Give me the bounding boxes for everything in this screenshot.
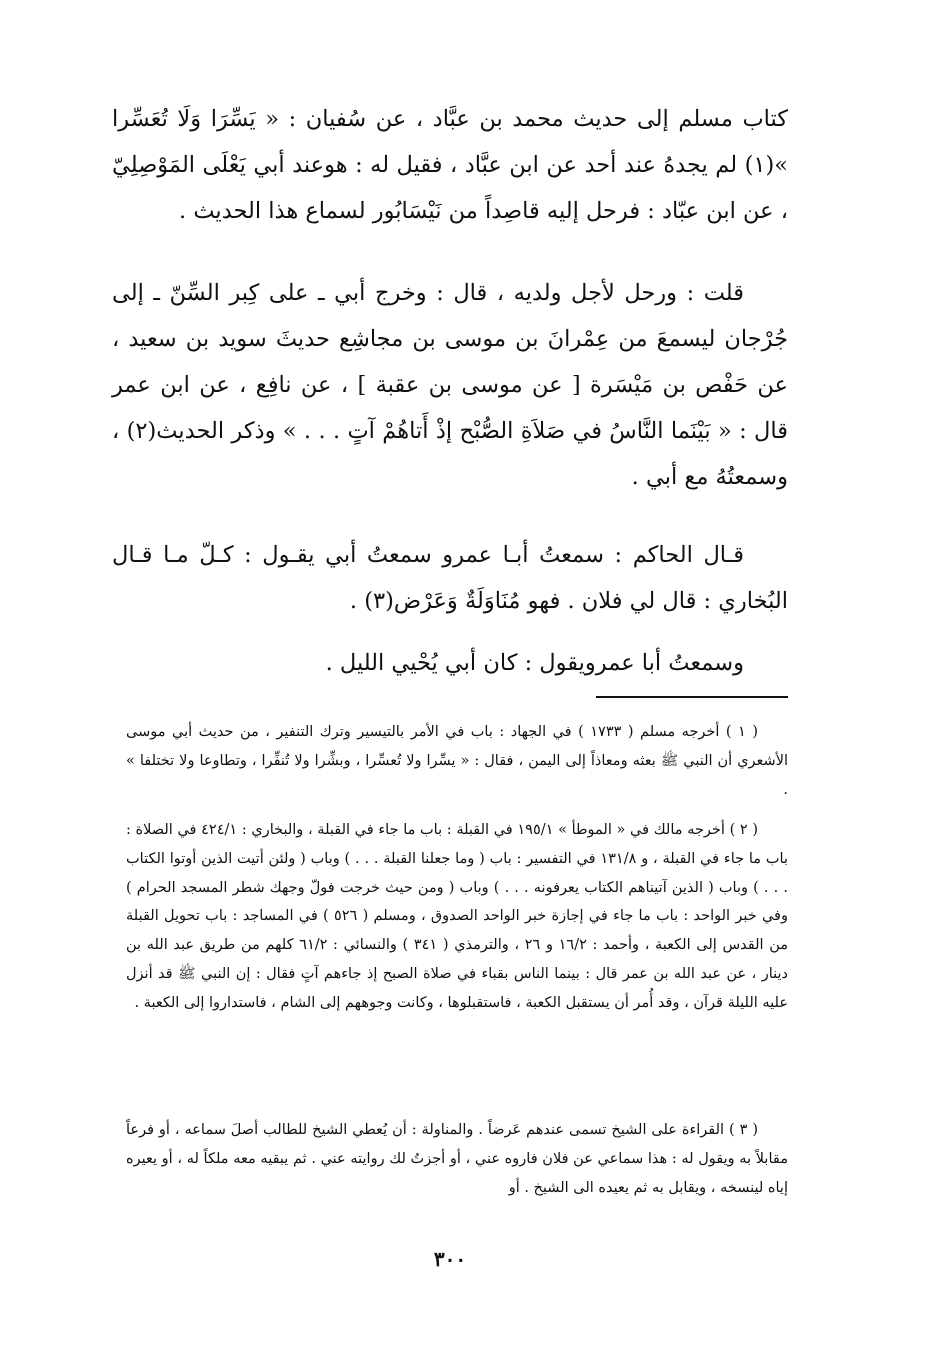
- footnote-divider: [596, 696, 788, 698]
- paragraph-3: قـال الحاكم : سمعتُ أبـا عمرو سمعتُ أبي يقـول : كـلّ مـا قـال البُخاري : قال لي فلان . فهو مُنَاوَلَةٌ وَعَرْض(٣) .: [112, 542, 788, 614]
- footnote-1: ( ١ ) أخرجه مسلم ( ١٧٣٣ ) في الجهاد : باب في الأمر بالتيسير وترك التنفير ، من حديث أبي موسى الأشعري أن النبي ﷺ بعثه ومعاذاً إلى اليمن ، فقال : « يسِّرا ولا تُعسِّرا ، وبشِّرا ولا تُنفِّرا ، وتطاوعا ولا تختلفا » .: [126, 724, 788, 798]
- page-number: ٣٠٠: [433, 1247, 467, 1271]
- paragraph-2: قلت : ورحل لأجل ولديه ، قال : وخرج أبي ـ على كِبر السِّنّ ـ إلى جُرْجان ليسمعَ من عِمْرانَ بن موسى بن مجاشِع حديثَ سويد بن سعيد ، عن حَفْص بن مَيْسَرة [ عن موسى بن عقبة ] ، عن نافِع ، عن ابن عمر قال : « بَيْنَما النَّاسُ في صَلاَةِ الصُّبْح إذْ أَتاهُمْ آتٍ . . . » وذكر الحديث(٢) ، وسمعتُهُ مع أبي .: [112, 280, 788, 490]
- footnote-3: ( ٣ ) القراءة على الشيخ تسمى عندهم عَرضاً . والمناولة : أن يُعطي الشيخ للطالب أصلَ سماعه ، أو فرعاً مقابلاً به ويقول له : هذا سماعي عن فلان فاروه عني ، أو أجزتُ لك روايته عني . ثم يبقيه معه ملكاً له ، أو يعيره إياه لينسخه ، ويقابل به ثم يعيده الى الشيخ . أو: [126, 1122, 788, 1196]
- footnote-2: ( ٢ ) أخرجه مالك في « الموطأ » ١٩٥/١ في القبلة : باب ما جاء في القبلة ، والبخاري : ٤٢٤/١ في الصلاة : باب ما جاء في القبلة ، و ١٣١/٨ في التفسير : باب ( وما جعلنا القبلة . . . ) وباب ( ولئن أتيت الذين أوتوا الكتاب . . . ) وباب ( الذين آتيناهم الكتاب يعرفونه . . . ) وباب ( ومن حيث خرجت فولّ وجهك شطر المسجد الحرام ) وفي خبر الواحد : باب ما جاء في إجازة خبر الواحد الصدوق ، ومسلم ( ٥٢٦ ) في المساجد : باب تحويل القبلة من القدس إلى الكعبة ، وأحمد : ١٦/٢ و ٢٦ ، والترمذي ( ٣٤١ ) والنسائي : ٦١/٢ كلهم من طريق عبد الله بن دينار ، عن عبد الله بن عمر قال : بينما الناس بقباء في صلاة الصبح إذ جاءهم آتٍ فقال : إن النبي ﷺ قد أنزل عليه الليلة قرآن ، وقد أُمر أن يستقبل الكعبة ، فاستقبلوها ، وكانت وجوههم إلى الشام ، فاستداروا إلى الكعبة .: [126, 822, 789, 1011]
- paragraph-1: كتاب مسلم إلى حديث محمد بن عبَّاد ، عن سُفيان : « يَسِّرَا وَلَا تُعَسِّرا »(١) لم يجدهُ عند أحد عن ابن عبَّاد ، فقيل له : هوعند أبي يَعْلَى المَوْصِلِيّ ، عن ابن عبّاد : فرحل إليه قاصِداً من نَيْسَابُور لسماع هذا الحديث .: [112, 106, 788, 224]
- paragraph-4: وسمعتُ أبا عمرويقول : كان أبي يُحْيي الليل .: [325, 650, 744, 676]
